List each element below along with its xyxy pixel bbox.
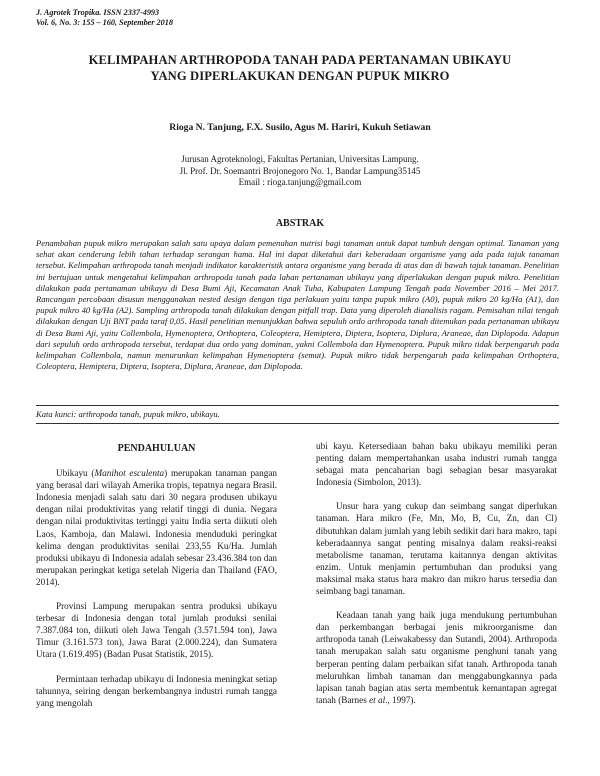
abstract-term-nested-design: nested design: [198, 294, 247, 305]
keywords-rule-top: [36, 405, 559, 406]
abstract-part-2: dengan tiga perlakuan yaitu tanpa pupuk mikro (A0), pupuk mikro 20 kg/Ha (A1), dan pupuk mikro 40 kg/Ha (A2). Sampling arthropoda tanah dilakukan dengan: [36, 294, 560, 316]
abstract-part-3: . Data yang diperoleh dianalisis ragam. Pemisahan nilai tengah dilakukan dengan Uji BNT pada taraf 0,05. Hasil penelitian menunjukkan bahwa sepuluh ordo arthropoda tanah ditemukan pada pertanaman ubikayu di Desa Bumi Aji, yaitu Collembola, Hymenoptera, Orthoptera, Coleoptera, Hemiptera, Diptera, Isoptera, Diplura, Araneae, dan Diplopoda. Adapun dari sepuluh ordo arthropoda tersebut, terdapat dua ordo yang dominan, yakni Collembola dan Hymenoptera. Pupuk mikro tidak berpengaruh pada kelimpahan Collembola, namun menurunkan kelimpahan Hymenoptera (semut). Pupuk mikro tidak berpengaruh pada kelimpahan Orthoptera, Coleoptera, Hemiptera, Diptera, Isoptera, Diplura, Araneae, dan Diplopoda.: [36, 305, 559, 372]
p1-species-name: Manihot esculenta: [94, 468, 165, 479]
title-line-1: KELIMPAHAN ARTHROPODA TANAH PADA PERTANAMAN UBIKAYU: [88, 53, 512, 67]
body-paragraph-1: [36, 467, 277, 588]
body-paragraph-5: Unsur hara yang cukup dan seimbang sangat diperlukan tanaman. Hara mikro (Fe, Mn, Mo, B, Cu, Zn, dan Cl) dibutuhkan dalam jumlah yang lebih sedikit dari hara makro, tapi keberadaannya sangat penting misalnya dalam reaksi-reaksi metabolisme tanaman, terutama kaitannya dengan aktivitas enzim. Untuk menjamin pertumbuhan dan produksi yang maksimal maka status hara makro dan mikro harus tersedia dan seimbang bagi tanaman.: [316, 501, 557, 597]
journal-volume: Vol. 6, No. 3: 155 – 160, September 2018: [36, 18, 173, 27]
affiliation-email: Email : rioga.tanjung@gmail.com: [238, 177, 362, 187]
body-paragraph-4: ubi kayu. Ketersediaan bahan baku ubikayu memiliki peran penting dalam mempertahankan usaha industri rumah tangga sebagai mata pencaharian bagi sebagian besar masyarakat Indonesia (Simbolon, 2013).: [316, 441, 557, 488]
body-paragraph-3: Permintaan terhadap ubikayu di Indonesia meningkat setiap tahunnya, seiring dengan berkembangnya industri rumah tangga yang mengolah: [36, 673, 277, 708]
keywords-rule-bottom: [36, 423, 559, 424]
journal-issn: J. Agrotek Tropika. ISSN 2337-4993: [36, 8, 160, 17]
p6-et-al: et al: [369, 694, 386, 705]
body-paragraph-6: [316, 609, 557, 706]
body-column-right: [316, 440, 557, 718]
p1-rest: ) merupakan tanaman pangan yang berasal dari wilayah Amerika tropis, tepatnya negara Brasil. Indonesia menjadi salah satu dari 30 negara produsen ubikayu dengan nilai produktivitas yang relatif tinggi di dunia. Negara dengan nilai produktivitas tertinggi yaitu India serta diikuti oleh Laos, Kamboja, dan Malawi. Indonesia menduduki peringkat kelima dengan produktivitas senilai 233,55 Ku/Ha. Jumlah produksi ubikayu di Indonesia adalah sebesar 23.436.384 ton dan merupakan peringkat ketiga setelah Nigeria dan Thailand (FAO, 2014).: [36, 468, 277, 587]
p1-start: Ubikayu (: [56, 468, 95, 479]
abstract-text: [36, 238, 559, 372]
author-list: Rioga N. Tanjung, F.X. Susilo, Agus M. Hariri, Kukuh Setiawan: [169, 122, 431, 133]
abstract-part-1: Penambahan pupuk mikro merupakan salah satu upaya dalam pemenuhan nutrisi bagi tanaman untuk dapat tumbuh dengan optimal. Tanaman yang sehat akan cenderung lebih tahan terhadap serangan hama. Hal ini dapat diketahui dari keberadaan organisme yang ada pada tajuk tanaman tersebut. Kelimpahan arthropoda tanah menjadi indikator karakteristik antara organisme yang berada di atas dan di bawah tajuk tanaman. Penelitian ini bertujuan untuk mengetahui kelimpahan arthropoda tanah pada lahan pertanaman ubikayu yang diperlakukan dengan pupuk mikro. Penelitian dilakukan pada pertanaman ubikayu di Desa Bumi Aji, Kecamatan Anak Tuha, Kabupaten Lampung Tengah pada November 2016 – Mei 2017. Rancangan percobaan disusun menggunakan: [36, 238, 559, 305]
section-heading-pendahuluan: PENDAHULUAN: [117, 443, 196, 454]
body-paragraph-2: Provinsi Lampung merupakan sentra produksi ubikayu terbesar di Indonesia dengan total jumlah produksi senilai 7.387.084 ton, diikuti oleh Jawa Tengah (3.571.594 ton), Jawa Timur (3.161.573 ton), Jawa Barat (2.000.224), dan Sumatera Utara (1.619.495) (Badan Pusat Statistik, 2015).: [36, 601, 277, 660]
p6-end: ., 1997).: [385, 694, 416, 705]
keywords: Kata kunci: arthropoda tanah, pupuk mikro, ubikayu.: [36, 409, 220, 419]
title-line-2: YANG DIPERLAKUKAN DENGAN PUPUK MIKRO: [150, 69, 450, 83]
abstract-term-pitfall-trap: pitfall trap: [298, 305, 336, 316]
affiliation-address: Jl. Prof. Dr. Soemantri Brojonegoro No. 1, Bandar Lampung35145: [179, 165, 421, 176]
journal-header: [36, 8, 173, 28]
abstract-heading: ABSTRAK: [275, 218, 325, 229]
affiliation: [40, 154, 560, 189]
body-column-left: [36, 436, 277, 721]
p6-text: Keadaan tanah yang baik juga mendukung pertumbuhan dan perkembangan berbagai jenis mikroorganisme dan arthropoda tanah (Leiwakabessy dan Sutandi, 2004). Arthropoda tanah merupakan salah satu organisme penghuni tanah yang berperan penting dalam perbaikan sifat tanah. Arthropoda tanah meluruhkan limbah tanaman dan menggabungkannya pada lapisan tanah bagian atas serta membentuk kemantapan agregat tanah (Barnes: [316, 610, 557, 705]
affiliation-dept: Jurusan Agroteknologi, Fakultas Pertanian, Universitas Lampung.: [181, 154, 419, 164]
paper-title: [40, 52, 560, 84]
